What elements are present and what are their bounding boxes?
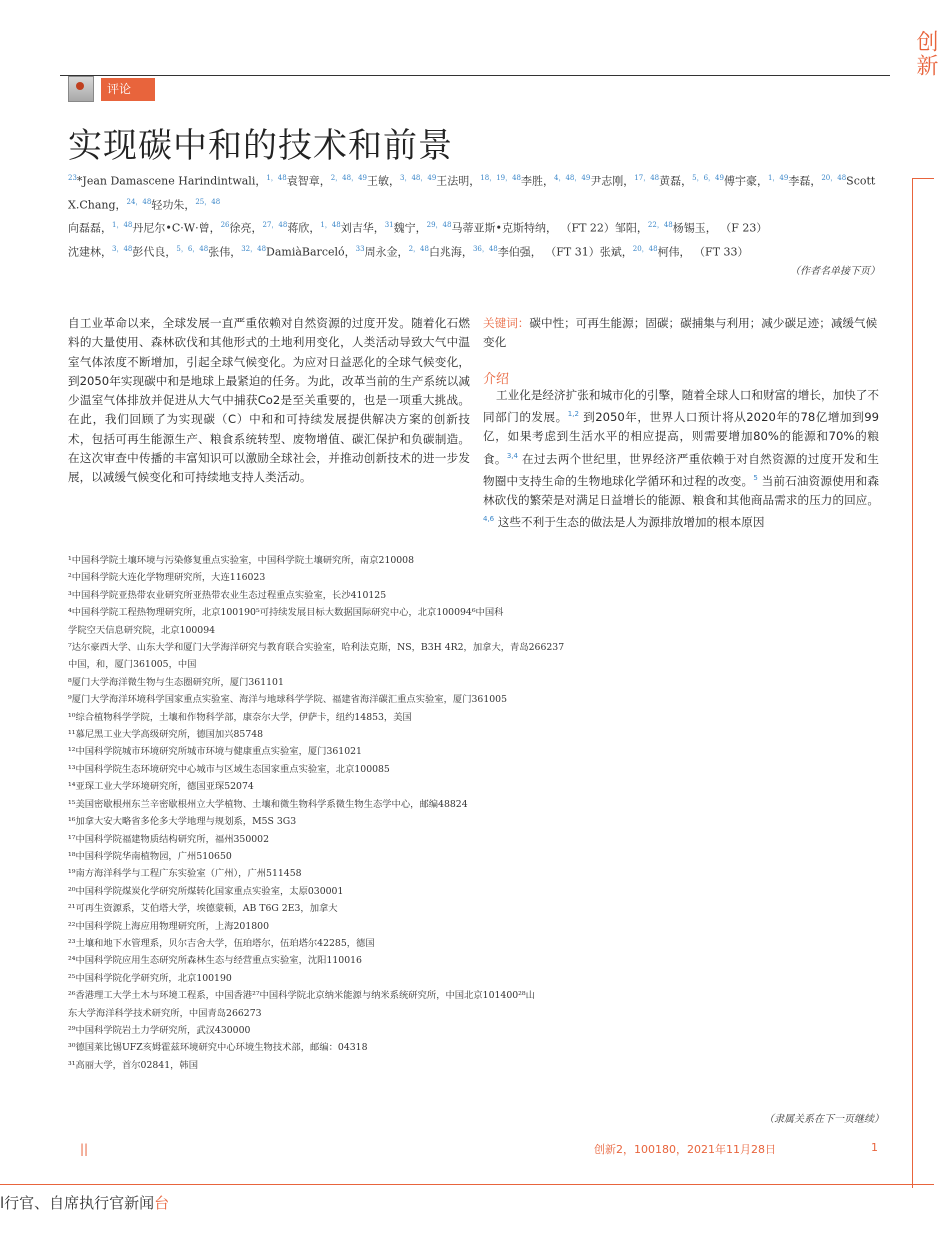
author-list bbox=[68, 168, 888, 263]
author-name: 魏宁， bbox=[393, 221, 427, 235]
side-accent-tick bbox=[912, 178, 934, 179]
author-name: 杨锡玉， （F 23） bbox=[672, 221, 768, 235]
author-affiliation-ref[interactable]: 32，48 bbox=[241, 244, 267, 253]
affiliation-line: ¹³中国科学院生态环境研究中心城市与区域生态国家重点实验室，北京100085 bbox=[68, 763, 390, 775]
author-name: 刘吉华， bbox=[340, 221, 385, 235]
affiliation-line: 东大学海洋科学技术研究所，中国青岛266273 bbox=[68, 1007, 262, 1019]
author-affiliation-ref[interactable]: 17，48 bbox=[634, 174, 660, 182]
affiliation-line: ²⁵中国科学院化学研究所，北京100190 bbox=[68, 972, 232, 984]
cutoff-text-tail: 台 bbox=[154, 1194, 170, 1212]
intro-paragraph bbox=[483, 386, 879, 533]
affiliation-line: ¹⁵美国密歇根州东兰辛密歇根州立大学植物、土壤和微生物科学系微生物生态学中心，邮编48824 bbox=[68, 798, 468, 810]
citation-ref[interactable]: 3,4 bbox=[506, 451, 518, 460]
author-line-3 bbox=[68, 215, 888, 239]
citation-ref[interactable]: 5 bbox=[753, 473, 758, 482]
affiliation-line: ²⁴中国科学院应用生态研究所森林生态与经营重点实验室，沈阳110016 bbox=[68, 955, 362, 967]
author-name: DamiàBarceló， bbox=[266, 245, 356, 259]
author-affiliation-ref[interactable]: 5，6，49 bbox=[692, 174, 724, 182]
cutoff-bottom-text bbox=[0, 1192, 169, 1213]
author-affiliation-ref[interactable]: 3，48，49 bbox=[400, 174, 437, 182]
author-name: 袁智章， bbox=[286, 174, 331, 188]
author-name: 轻功朱， bbox=[151, 198, 196, 212]
journal-brand: 创新 bbox=[913, 30, 938, 78]
author-name: 向磊磊， bbox=[68, 221, 112, 235]
abstract: 自工业革命以来，全球发展一直严重依赖对自然资源的过度开发。随着化石燃料的大量使用、森林砍伐和其他形式的土地利用变化，人类活动导致大气中温室气体浓度不断增加，引起全球气候变化。为应对日益恶化的全球气候变化，到2050年实现碳中和是地球上最紧迫的任务。为此，改革当前的生产系统以减少温室气体排放并促进从大气中捕获Co2是至关重要的，也是一项重大挑战。在此，我们回顾了为实现碳（C）中和和可持续发展提供解决方案的创新技术，包括可再生能源生产、粮食系统转型、废物增值、碳汇保护和负碳制造。 在这次审查中传播的丰富知识可以激励全球社会，并推动创新技术的进一步发展，以减缓气候变化和可持续地支持人类活动。 bbox=[68, 316, 470, 485]
author-affiliation-ref[interactable]: 5，6，48 bbox=[176, 244, 209, 253]
author-line-4 bbox=[68, 239, 888, 263]
author-line-2 bbox=[68, 192, 888, 216]
affiliation-line: ²中国科学院大连化学物理研究所，大连116023 bbox=[68, 572, 266, 584]
keywords-text: 碳中性；可再生能源；固碳；碳捕集与利用；减少碳足迹；减缓气候变化 bbox=[483, 316, 878, 350]
author-name: 王敏， bbox=[367, 174, 400, 188]
author-name: 周永金， bbox=[364, 245, 409, 259]
author-name: 柯伟， （FT 33） bbox=[657, 245, 749, 259]
author-name: 徐亮， bbox=[229, 221, 263, 235]
affiliation-line: ³⁰德国莱比锡UFZ亥姆霍兹环境研究中心环境生物技术部，邮编：04318 bbox=[68, 1042, 368, 1054]
affiliation-line: ²¹可再生资源系，艾伯塔大学，埃德蒙顿，AB T6G 2E3，加拿大 bbox=[68, 903, 338, 915]
author-affiliation-ref[interactable]: 33 bbox=[355, 244, 365, 253]
author-affiliation-ref[interactable]: 1，49 bbox=[767, 174, 789, 182]
affiliation-line: ¹¹慕尼黑工业大学高级研究所，德国加兴85748 bbox=[68, 729, 264, 741]
author-name: X.Chang， bbox=[68, 198, 127, 212]
intro-text: 在过去两个世纪里，世界经济严重依赖于对自然资源的过度开发和生物圈中支持生命的生物地球化学循环和过程的改变。 bbox=[483, 451, 879, 488]
affiliation-line: 中国，和，厦门361005，中国 bbox=[68, 659, 197, 671]
footer-marker: || bbox=[80, 1142, 89, 1156]
affiliation-list bbox=[68, 552, 648, 1074]
author-name: 李伯强， （FT 31）张斌， bbox=[497, 245, 633, 259]
side-accent-rule bbox=[912, 178, 913, 1188]
author-affiliation-ref[interactable]: 31 bbox=[384, 221, 394, 230]
author-name: 傅宇豪， bbox=[723, 174, 768, 188]
page-number: 1 bbox=[871, 1141, 878, 1154]
keywords-label: 关键词： bbox=[483, 316, 530, 330]
header-rule bbox=[60, 75, 890, 76]
affiliation-line: ¹⁷中国科学院福建物质结构研究所，福州350002 bbox=[68, 833, 269, 845]
author-name: 丹尼尔•C·W·曾， bbox=[132, 221, 221, 235]
author-affiliation-ref[interactable]: 29，48 bbox=[426, 221, 452, 230]
affiliation-line: ²⁹中国科学院岩土力学研究所，武汉430000 bbox=[68, 1024, 251, 1036]
footer-journal-info: 创新2，100180，2021年11月28日 bbox=[594, 1143, 776, 1156]
affiliation-line: ⁴中国科学院工程热物理研究所，北京100190⁵可持续发展目标大数据国际研究中心，北京100094⁶中国科 bbox=[68, 607, 504, 619]
intro-heading: 介绍 bbox=[483, 372, 510, 387]
author-affiliation-ref[interactable]: 1，48 bbox=[266, 174, 287, 182]
author-name: 张伟， bbox=[208, 245, 242, 259]
author-affiliation-ref[interactable]: 2，48，49 bbox=[330, 174, 367, 182]
affiliation-line: ³中国科学院亚热带农业研究所亚热带农业生态过程重点实验室，长沙410125 bbox=[68, 589, 387, 601]
author-affiliation-ref[interactable]: 23 bbox=[68, 174, 77, 182]
author-affiliation-ref[interactable]: 20，48 bbox=[821, 174, 847, 182]
author-affiliation-ref[interactable]: 3，48 bbox=[112, 244, 133, 253]
author-name: 沈建林， bbox=[68, 245, 112, 259]
affiliation-line: ²⁶香港理工大学土木与环境工程系，中国香港²⁷中国科学院北京纳米能源与纳米系统研究所，中国北京101400²⁸山 bbox=[68, 990, 535, 1002]
affiliation-line: ¹中国科学院土壤环境与污染修复重点实验室，中国科学院土壤研究所，南京210008 bbox=[68, 555, 415, 566]
affiliation-line: ²²中国科学院上海应用物理研究所，上海201800 bbox=[68, 920, 269, 932]
keywords bbox=[483, 314, 879, 353]
affiliation-line: ¹²中国科学院城市环境研究所城市环境与健康重点实验室，厦门361021 bbox=[68, 746, 362, 758]
author-affiliation-ref[interactable]: 1，48 bbox=[112, 221, 133, 230]
author-affiliation-ref[interactable]: 18，19，48 bbox=[480, 174, 522, 182]
author-name: 蒋欣， bbox=[287, 221, 321, 235]
citation-ref[interactable]: 4,6 bbox=[483, 515, 495, 524]
author-affiliation-ref[interactable]: 25，48 bbox=[195, 197, 221, 206]
logo-emblem-icon bbox=[76, 82, 84, 90]
article-title: 实现碳中和的技术和前景 bbox=[68, 126, 453, 166]
affiliation-line: ²³土壤和地下水管理系，贝尔吉舍大学，伍珀塔尔，伍珀塔尔42285，德国 bbox=[68, 937, 375, 949]
affiliation-line: ¹⁹南方海洋科学与工程广东实验室（广州），广州511458 bbox=[68, 868, 302, 880]
intro-text: 到2050年，世界人口预计将从2020年的78亿增加到99亿，如果考虑到生活水平的相应提高，则需要增加80%的能源和70%的粮食。 bbox=[483, 410, 879, 466]
affiliation-line: ¹⁴亚琛工业大学环境研究所，德国亚琛52074 bbox=[68, 781, 254, 793]
bottom-rule bbox=[0, 1184, 934, 1185]
author-affiliation-ref[interactable]: 4，48，49 bbox=[554, 174, 591, 182]
affiliation-continued-note: （隶属关系在下一页继续） bbox=[764, 1114, 884, 1125]
author-affiliation-ref[interactable]: 36，48 bbox=[472, 244, 498, 253]
author-affiliation-ref[interactable]: 27，48 bbox=[262, 221, 288, 230]
author-affiliation-ref[interactable]: 26 bbox=[220, 221, 230, 230]
affiliation-line: 学院空天信息研究院，北京100094 bbox=[68, 624, 216, 636]
affiliation-line: ³¹高丽大学，首尔02841，韩国 bbox=[68, 1059, 198, 1071]
affiliation-line: ⁸厦门大学海洋微生物与生态圈研究所，厦门361101 bbox=[68, 676, 284, 688]
author-affiliation-ref[interactable]: 24，48 bbox=[126, 197, 152, 206]
author-name: 李胜， bbox=[521, 174, 555, 188]
affiliation-line: ²⁰中国科学院煤炭化学研究所煤转化国家重点实验室，太原030001 bbox=[68, 885, 344, 897]
section-tag: 评论 bbox=[101, 78, 155, 101]
author-continued-note: （作者名单接下页） bbox=[790, 266, 880, 277]
author-name: 白兆海， bbox=[428, 245, 473, 259]
author-name: 彭代良， bbox=[132, 245, 177, 259]
author-affiliation-ref[interactable]: 22，48 bbox=[647, 221, 673, 230]
author-line-1 bbox=[68, 168, 888, 192]
author-affiliation-ref[interactable]: 20，48 bbox=[632, 244, 658, 253]
intro-text: 工业化是经济扩张和城市化的引擎，随着全球人口和财富的增长，加快了不同部门的发展。 bbox=[483, 388, 879, 425]
author-name: 马蒂亚斯•克斯特纳， （FT 22）邹阳， bbox=[451, 221, 648, 235]
affiliation-line: ⁹厦门大学海洋环境科学国家重点实验室、海洋与地球科学学院、福建省海洋碳汇重点实验室，厦门361005 bbox=[68, 694, 507, 706]
author-name: 李磊， bbox=[788, 174, 822, 188]
affiliation-line: ⁷达尔豪西大学、山东大学和厦门大学海洋研究与教育联合实验室，哈利法克斯，NS，B3H 4R2，加拿大，青岛266237 bbox=[68, 642, 565, 654]
author-affiliation-ref[interactable]: 2，48 bbox=[408, 244, 429, 253]
author-name: *Jean Damascene Harindintwali， bbox=[76, 174, 267, 188]
author-name: 王法明， bbox=[436, 174, 481, 188]
intro-text: 这些不利于生态的做法是人为源排放增加的根本原因 bbox=[494, 515, 765, 530]
author-name: 黄磊， bbox=[659, 174, 693, 188]
affiliation-line: ¹⁰综合植物科学学院，土壤和作物科学部，康奈尔大学，伊萨卡，纽约14853，美国 bbox=[68, 711, 412, 723]
author-affiliation-ref[interactable]: 1，48 bbox=[320, 221, 341, 230]
author-name: Scott bbox=[846, 174, 876, 188]
affiliation-line: ¹⁶加拿大安大略省多伦多大学地理与规划系，M5S 3G3 bbox=[68, 816, 297, 828]
affiliation-line: ¹⁸中国科学院华南植物园，广州510650 bbox=[68, 850, 232, 862]
intro-text: 当前石油资源使用和森林砍伐的繁荣是对满足日益增长的能源、粮食和其他商品需求的压力的回应。 bbox=[483, 473, 879, 508]
author-name: 尹志刚， bbox=[590, 174, 635, 188]
citation-ref[interactable]: 1,2 bbox=[567, 410, 579, 419]
cutoff-text: l行官、自席执行官新闻 bbox=[0, 1194, 155, 1212]
